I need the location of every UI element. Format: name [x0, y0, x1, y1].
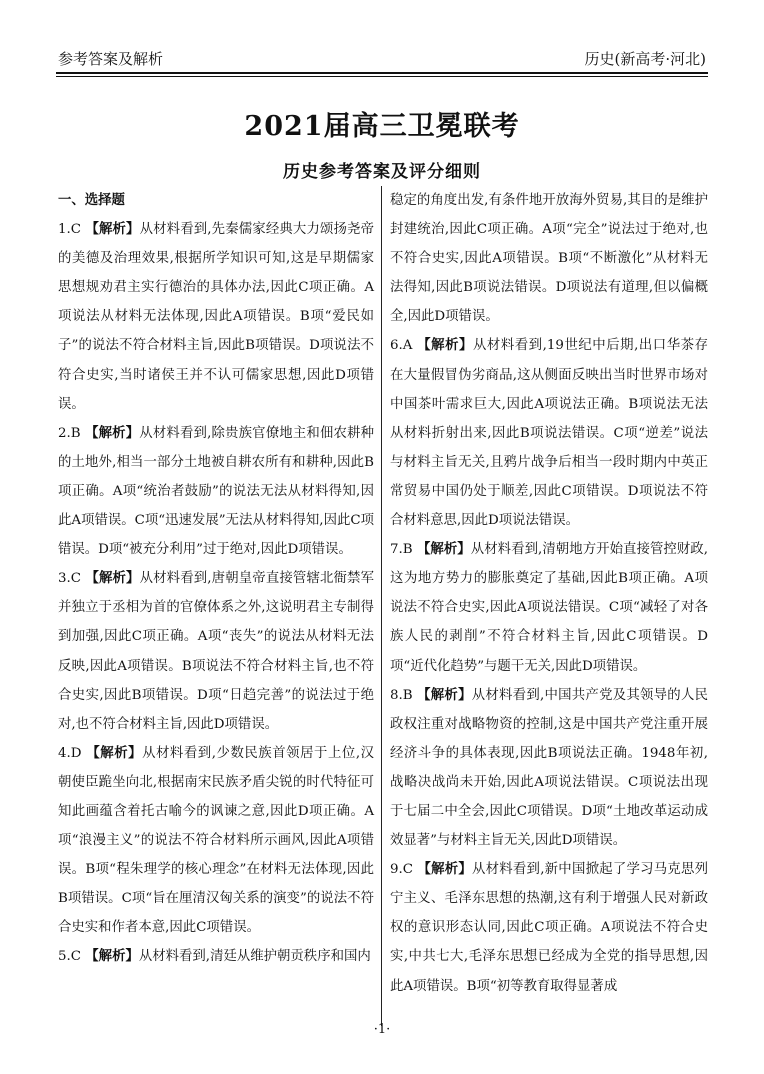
analysis-tag: 【解析】: [85, 424, 140, 441]
analysis-text: 从材料看到,中国共产党及其领导的人民政权注重对战略物资的控制,这是中国共产党注重开展经济斗争的具体表现,因此B项说法正确。1948年初,战略决战尚未开始,因此A项说法错误。C项说法出现于七届二中全会,因此C项错误。D项“土地改革运动成效显著”与材料主旨无关,因此D项错误。: [390, 687, 708, 849]
answer-number: 7.B: [390, 542, 413, 558]
page-header: [56, 48, 708, 70]
answer-item-9: [390, 855, 708, 1000]
left-column: [58, 186, 374, 972]
analysis-text: 从材料看到,清朝地方开始直接管控财政,这为地方势力的膨胀奠定了基础,因此B项正确。A项说法不符合史实,因此A项说法错误。C项“减轻了对各族人民的剥削”不符合材料主旨,因此C项错误。D项“近代化趋势”与题干无关,因此D项错误。: [390, 542, 709, 674]
analysis-text: 从材料看到,先秦儒家经典大力颂扬尧帝的美德及治理效果,根据所学知识可知,这是早期儒家思想规劝君主实行德治的具体办法,因此C项正确。A项说法从材料无法体现,因此A项错误。B项“爱民如子”的说法不符合材料主旨,因此B项错误。D项说法不符合史实,当时诸侯王并不认可儒家思想,因此D项错误。: [58, 222, 374, 412]
answer-number: 4.D: [58, 745, 82, 761]
answer-number: 1.C: [58, 222, 82, 238]
answer-number: 8.B: [390, 687, 413, 703]
column-divider: [381, 186, 382, 1026]
analysis-tag: 【解析】: [416, 541, 471, 558]
answer-item-7: [390, 535, 708, 680]
right-column: [390, 186, 708, 1001]
analysis-tag: 【解析】: [85, 221, 140, 238]
page-number: ·1·: [373, 1022, 391, 1037]
answer-item-5: [58, 942, 374, 971]
answer-number: 5.C: [58, 949, 82, 965]
analysis-tag: 【解析】: [417, 337, 473, 354]
document-title: 2021届高三卫冕联考: [244, 111, 520, 142]
analysis-tag: 【解析】: [86, 744, 143, 761]
answer-item-2: [58, 419, 374, 564]
analysis-text: 从材料看到,唐朝皇帝直接管辖北衙禁军并独立于丞相为首的官僚体系之外,这说明君主专制得到加强,因此C项正确。A项“丧失”的说法从材料无法反映,因此A项错误。B项说法不符合材料主旨,也不符合史实,因此B项错误。D项“日趋完善”的说法过于绝对,也不符合材料主旨,因此D项错误。: [58, 571, 374, 732]
header-left-label: 参考答案及解析: [58, 50, 164, 68]
analysis-text: 从材料看到,清廷从维护朝贡秩序和国内: [138, 949, 371, 965]
section-heading: 一、选择题: [58, 192, 125, 208]
answer-item-3: [58, 564, 374, 739]
answer-number: 2.B: [58, 425, 81, 441]
analysis-tag: 【解析】: [417, 686, 472, 703]
analysis-text: 从材料看到,少数民族首领居于上位,汉朝使臣跪坐向北,根据南宋民族矛盾尖锐的时代特征可知此画蕴含着托古喻今的讽谏之意,因此D项正确。A项“浪漫主义”的说法不符合材料所示画风,因此A项错误。B项“程朱理学的核心理念”在材料无法体现,因此B项错误。C项“旨在厘清汉匈关系的演变”的说法不符合史实和作者本意,因此C项错误。: [58, 745, 375, 936]
analysis-text: 从材料看到,除贵族官僚地主和佃农耕种的土地外,相当一部分土地被自耕农所有和耕种,因此B项正确。A项“统治者鼓励”的说法无法从材料得知,因此A项错误。C项“迅速发展”无法从材料得知,因此C项错误。D项“被充分利用”过于绝对,因此D项错误。: [58, 425, 375, 558]
analysis-tag: 【解析】: [85, 570, 140, 587]
answer-item-1: [58, 215, 374, 419]
analysis-text: 从材料看到,19世纪中后期,出口华茶存在大量假冒伪劣商品,这从侧面反映出当时世界市场对中国茶叶需求巨大,因此A项说法正确。B项说法无法从材料折射出来,因此B项说法错误。C项“逆差”说法与材料主旨无关,且鸦片战争后相当一段时期内中英正常贸易中国仍处于顺差,因此C项错误。D项说法不符合材料意思,因此D项说法错误。: [390, 338, 708, 529]
answer-item-8: [390, 681, 708, 856]
header-right-label: 历史(新高考·河北): [584, 50, 706, 68]
analysis-text: 从材料看到,新中国掀起了学习马克思列宁主义、毛泽东思想的热潮,这有利于增强人民对新政权的意识形态认同,因此C项正确。A项说法不符合史实,中共七大,毛泽东思想已经成为全党的指导思想,因此A项错误。B项“初等教育取得显著成: [390, 862, 708, 994]
answer-number: 6.A: [390, 338, 413, 354]
answer-item-4: [58, 739, 374, 943]
answer-item-5-continuation: 稳定的角度出发,有条件地开放海外贸易,其目的是维护封建统治,因此C项正确。A项“完全”说法过于绝对,也不符合史实,因此A项错误。B项“不断激化”从材料无法得知,因此B项说法错误。D项说法有道理,但以偏概全,因此D项错误。: [390, 193, 708, 325]
header-rule-thin: [56, 76, 708, 77]
answer-number: 3.C: [58, 571, 82, 587]
answer-number: 9.C: [390, 862, 414, 878]
analysis-tag: 【解析】: [417, 861, 473, 878]
answer-item-6: [390, 331, 708, 535]
document-subtitle: 历史参考答案及评分细则: [283, 162, 481, 182]
header-rule-thick: [56, 72, 708, 74]
analysis-tag: 【解析】: [85, 948, 139, 965]
